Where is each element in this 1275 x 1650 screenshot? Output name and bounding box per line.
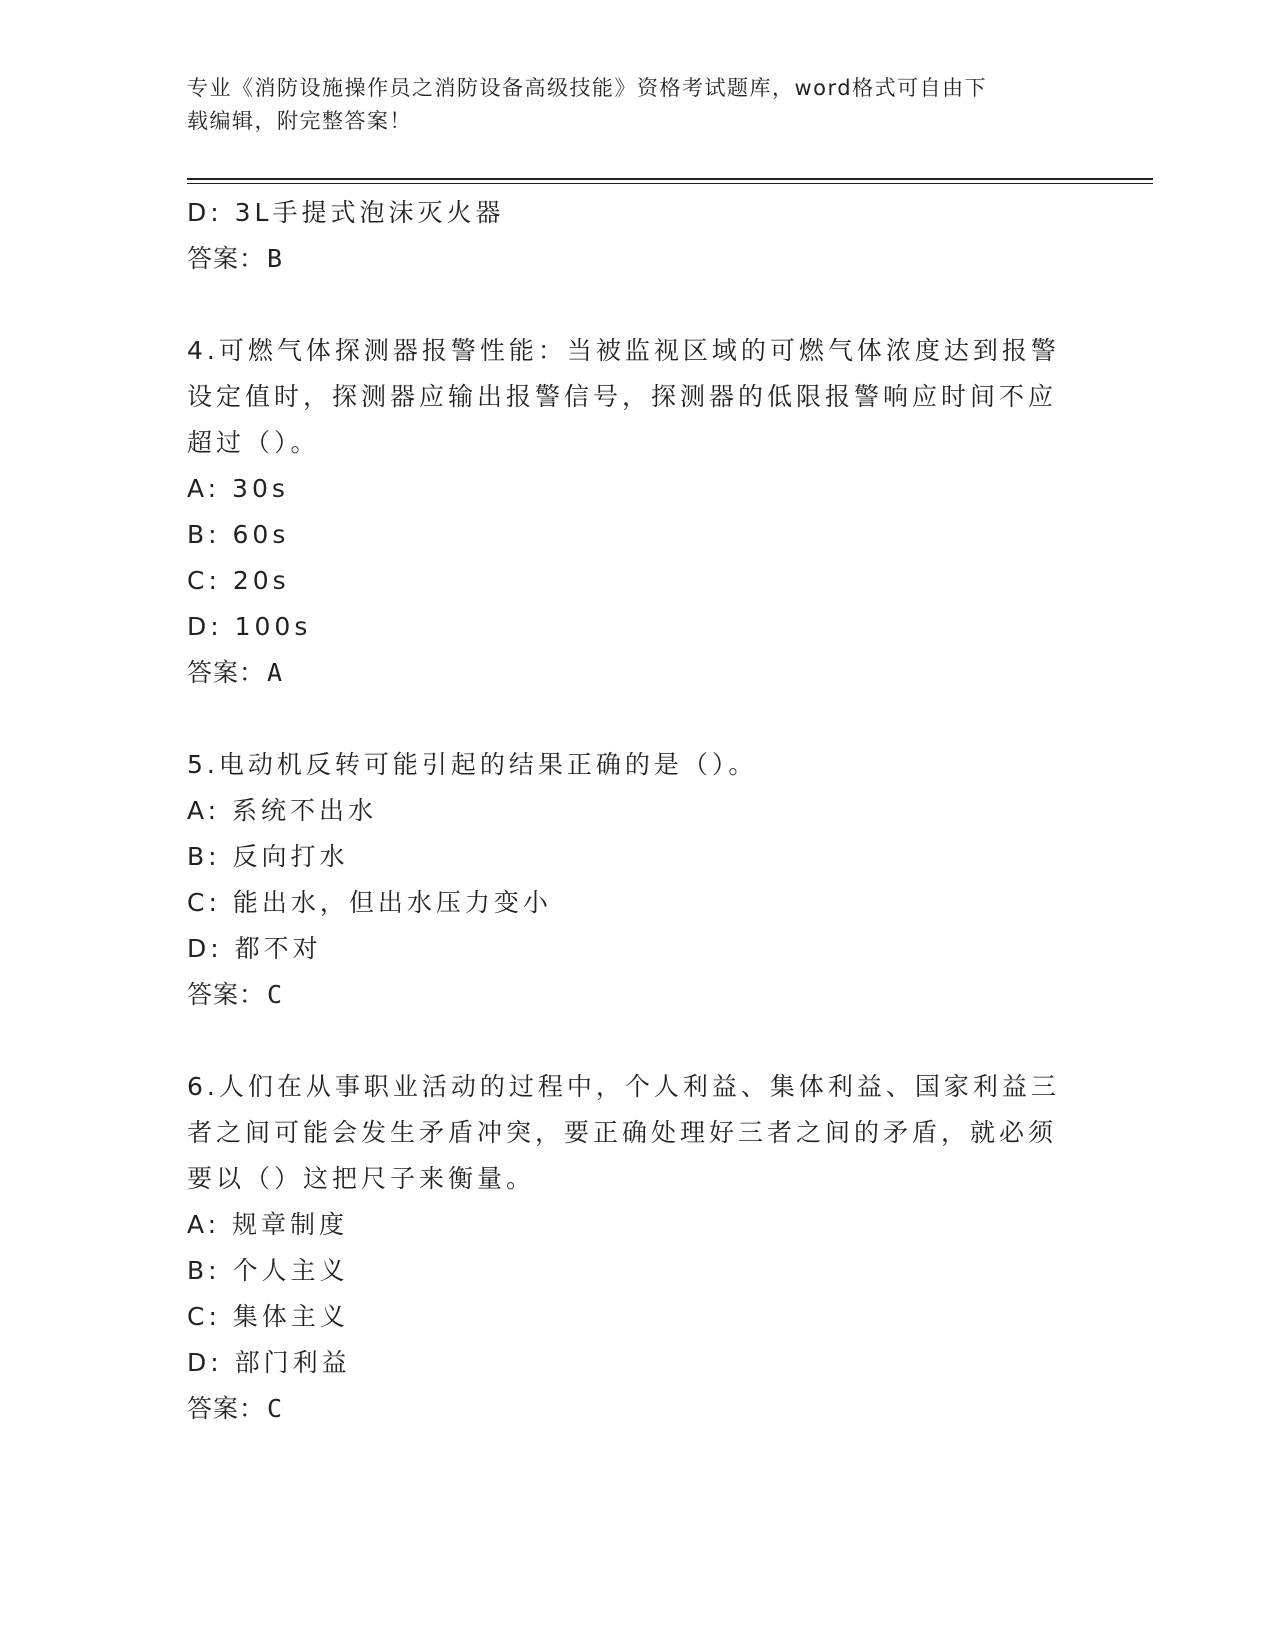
previous-question-tail <box>187 190 1067 282</box>
answer-value: B <box>267 244 284 273</box>
question-5 <box>187 742 1067 1018</box>
answer-value: C <box>267 980 284 1009</box>
answer-line <box>187 1386 1067 1432</box>
answer-label: 答案： <box>187 658 266 687</box>
option-c: C: 能出水，但出水压力变小 <box>187 888 552 917</box>
option-c: C: 集体主义 <box>187 1302 349 1331</box>
option-c: C: 20s <box>187 566 290 595</box>
option-d: D: 都不对 <box>187 934 322 963</box>
option-d: D: 部门利益 <box>187 1348 351 1377</box>
question-stem-line: 6.人们在从事职业活动的过程中，个人利益、集体利益、国家利益三 <box>187 1072 1060 1101</box>
question-stem-line: 要以（）这把尺子来衡量。 <box>187 1164 536 1193</box>
option-d: D: 3L手提式泡沫灭火器 <box>187 198 505 227</box>
document-body <box>187 190 1067 1432</box>
question-stem-line: 设定值时，探测器应输出报警信号，探测器的低限报警响应时间不应 <box>187 382 1058 411</box>
question-stem-line: 4.可燃气体探测器报警性能：当被监视区域的可燃气体浓度达到报警 <box>187 336 1060 365</box>
answer-line <box>187 236 1067 282</box>
question-stem-line: 者之间可能会发生矛盾冲突，要正确处理好三者之间的矛盾，就必须 <box>187 1118 1058 1147</box>
document-header <box>187 72 1067 138</box>
spacer <box>187 1018 1067 1064</box>
answer-line <box>187 650 1067 696</box>
option-b: B: 反向打水 <box>187 842 349 871</box>
option-b: B: 60s <box>187 520 290 549</box>
question-6 <box>187 1064 1067 1432</box>
question-stem-line: 超过（）。 <box>187 428 320 457</box>
spacer <box>187 282 1067 328</box>
header-rule-thick <box>187 178 1153 180</box>
option-a: A: 规章制度 <box>187 1210 349 1239</box>
option-a: A: 系统不出水 <box>187 796 378 825</box>
question-4 <box>187 328 1067 696</box>
spacer <box>187 696 1067 742</box>
answer-value: C <box>267 1394 284 1423</box>
answer-line <box>187 972 1067 1018</box>
question-stem-line: 5.电动机反转可能引起的结果正确的是（）。 <box>187 750 758 779</box>
header-line-1: 专业《消防设施操作员之消防设备高级技能》资格考试题库，word格式可自由下 <box>187 76 988 100</box>
option-b: B: 个人主义 <box>187 1256 349 1285</box>
option-a: A: 30s <box>187 474 289 503</box>
answer-label: 答案： <box>187 1394 266 1423</box>
answer-label: 答案： <box>187 244 266 273</box>
header-rule-thin <box>187 183 1153 184</box>
answer-label: 答案： <box>187 980 266 1009</box>
option-d: D: 100s <box>187 612 312 641</box>
header-line-2: 载编辑，附完整答案！ <box>187 109 412 133</box>
answer-value: A <box>267 658 284 687</box>
